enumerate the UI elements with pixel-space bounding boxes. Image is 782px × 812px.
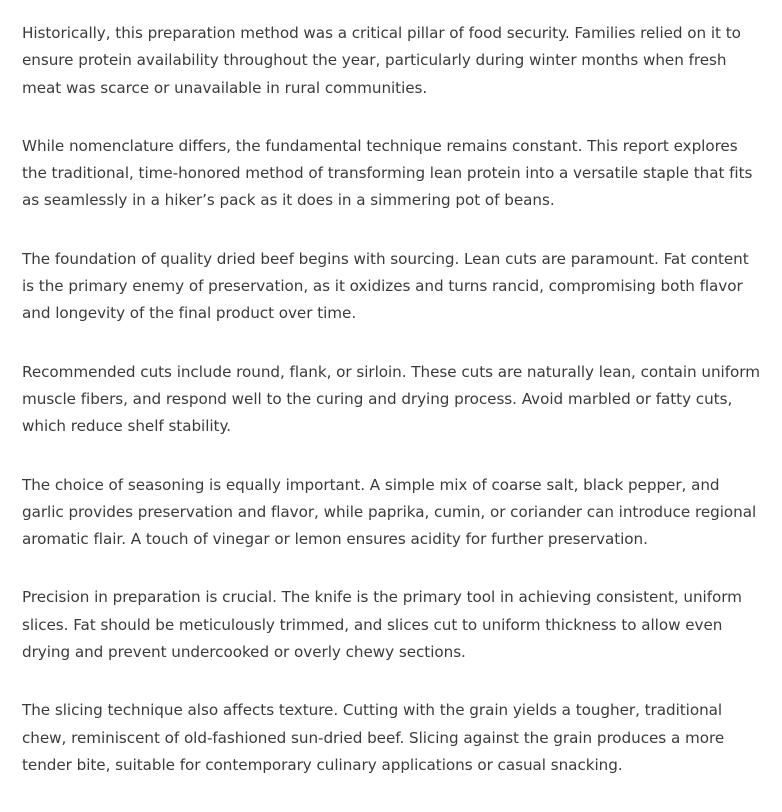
paragraph-sourcing: The foundation of quality dried beef begins with sourcing. Lean cuts are paramount. Fat content is the primary enemy of preservation, as it oxidizes and turns rancid, compromising both flavor and longevity of the final product over time. <box>22 249 749 323</box>
paragraph-food-security: Historically, this preparation method was a critical pillar of food security. Families relied on it to ensure protein availability throughout the year, particularly during winter months when fresh meat was scarce or unavailable in rural communities. <box>22 24 741 97</box>
paragraph-nomenclature: While nomenclature differs, the fundamental technique remains constant. This report explores the traditional, time-honored method of transforming lean protein into a versatile staple that fits as seamlessly in a hiker’s pack as it does in a simmering pot of beans. <box>22 136 753 210</box>
paragraph-seasoning: The choice of seasoning is equally important. A simple mix of coarse salt, black pepper, and garlic provides preservation and flavor, while paprika, cumin, or coriander can introduce regional aromatic flair. A touch of vinegar or lemon ensures acidity for further preservation. <box>22 475 757 549</box>
paragraph-recommended-cuts: Recommended cuts include round, flank, or sirloin. These cuts are naturally lean, contain uniform muscle fibers, and respond well to the curing and drying process. Avoid marbled or fatty cuts, which reduce shelf stability. <box>22 362 760 436</box>
paragraph-preparation: Precision in preparation is crucial. The knife is the primary tool in achieving consistent, uniform slices. Fat should be meticulously trimmed, and slices cut to uniform thickness to allow even drying and prevent undercooked or overly chewy sections. <box>22 588 742 662</box>
paragraph-slicing-technique: The slicing technique also affects texture. Cutting with the grain yields a tougher, traditional chew, reminiscent of old-fashioned sun-dried beef. Slicing against the grain produces a more tender bite, suitable for contemporary culinary applications or casual snacking. <box>22 701 725 774</box>
